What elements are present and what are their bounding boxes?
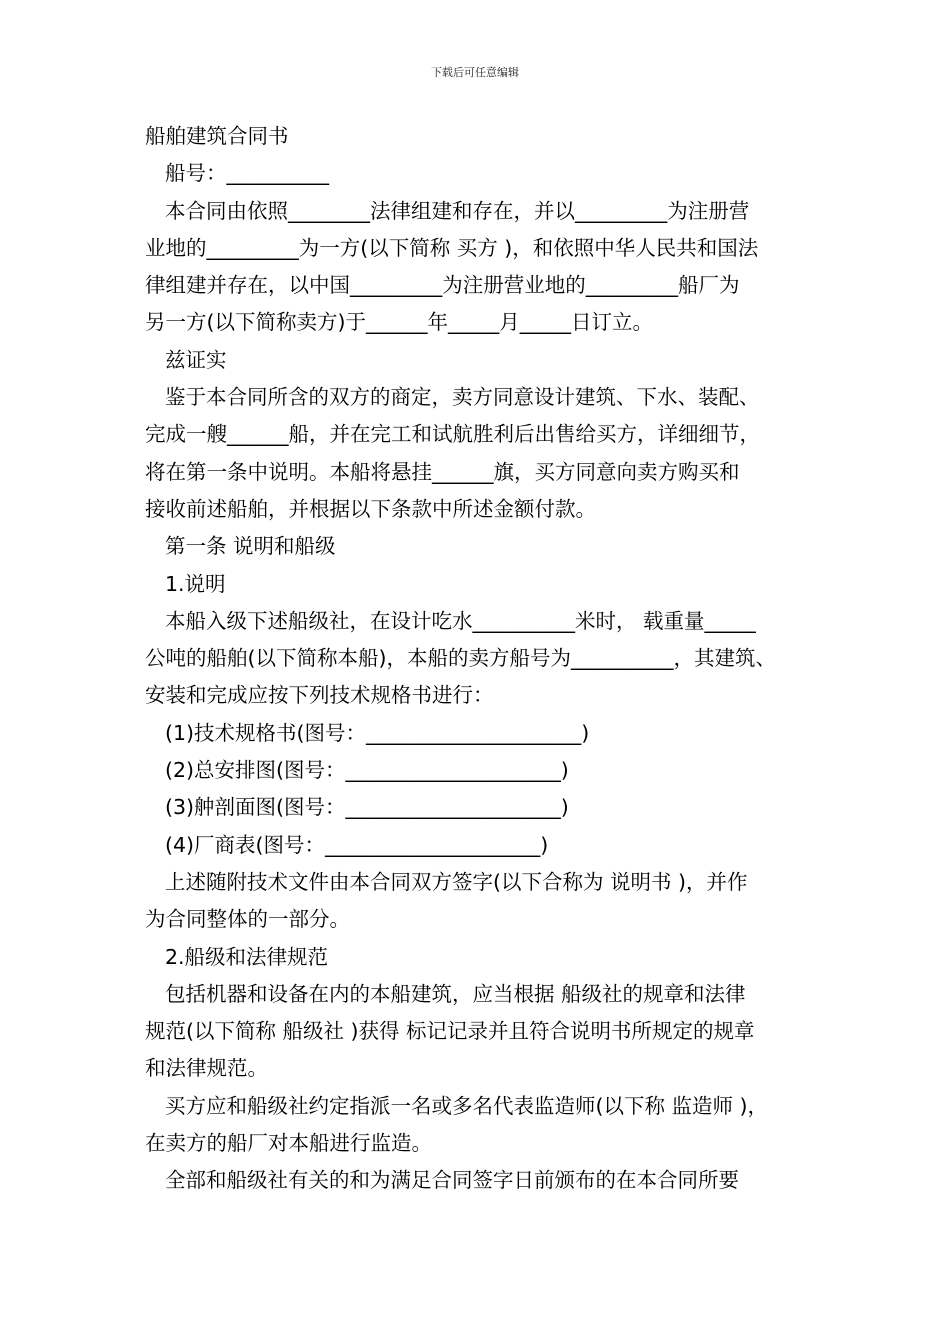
text-line: 业地的_________为一方(以下简称 买方 )，和依照中华人民共和国法 bbox=[145, 235, 759, 260]
text-line: 1.说明 bbox=[165, 571, 226, 596]
document-title: 船舶建筑合同书 bbox=[145, 124, 289, 148]
text-line: 另一方(以下简称卖方)于______年_____月_____日订立。 bbox=[145, 310, 653, 335]
text-line: 为合同整体的一部分。 bbox=[145, 907, 350, 932]
text-line: 鉴于本合同所含的双方的商定，卖方同意设计建筑、下水、装配、 bbox=[165, 385, 760, 410]
text-line: (1)技术规格书(图号：_____________________) bbox=[165, 720, 590, 745]
text-line: 在卖方的船厂对本船进行监造。 bbox=[145, 1131, 432, 1156]
text-line: (2)总安排图(图号：_____________________) bbox=[165, 758, 569, 783]
text-line: 包括机器和设备在内的本船建筑，应当根据 船级社的规章和法律 bbox=[165, 981, 746, 1006]
contract-body bbox=[145, 118, 810, 1200]
text-line: (4)厂商表(图号：_____________________) bbox=[165, 832, 549, 857]
text-line: 公吨的船舶(以下简称本船)，本船的卖方船号为__________，其建筑、 bbox=[145, 646, 776, 671]
text-line: 将在第一条中说明。本船将悬挂______旗，买方同意向卖方购买和 bbox=[145, 459, 740, 484]
text-line: 全部和船级社有关的和为满足合同签字日前颁布的在本合同所要 bbox=[165, 1168, 739, 1193]
text-line: 本船入级下述船级社，在设计吃水__________米时， 载重量_____ bbox=[165, 608, 756, 633]
text-line: 2.船级和法律规范 bbox=[165, 944, 329, 969]
text-line: 第一条 说明和船级 bbox=[165, 534, 336, 559]
text-line: 完成一艘______船，并在完工和试航胜利后出售给买方，详细细节， bbox=[145, 422, 760, 447]
text-line: 规范(以下简称 船级社 )获得 标记记录并且符合说明书所规定的规章 bbox=[145, 1019, 755, 1044]
text-line: 和法律规范。 bbox=[145, 1056, 268, 1081]
text-line: 接收前述船舶，并根据以下条款中所述金额付款。 bbox=[145, 496, 596, 521]
page-header: 下载后可任意编辑 bbox=[431, 66, 519, 79]
text-line: 上述随附技术文件由本合同双方签字(以下合称为 说明书 )，并作 bbox=[165, 869, 748, 894]
text-line: 买方应和船级社约定指派一名或多名代表监造师(以下称 监造师 )， bbox=[165, 1093, 769, 1118]
text-line: 船号：__________ bbox=[165, 161, 329, 186]
text-line: 安装和完成应按下列技术规格书进行： bbox=[145, 683, 494, 708]
text-line: 兹证实 bbox=[165, 347, 227, 372]
text-line: (3)舯剖面图(图号：_____________________) bbox=[165, 795, 569, 820]
text-line: 律组建并存在，以中国_________为注册营业地的_________船厂为 bbox=[145, 273, 740, 298]
text-line: 本合同由依照________法律组建和存在，并以_________为注册营 bbox=[165, 198, 750, 223]
